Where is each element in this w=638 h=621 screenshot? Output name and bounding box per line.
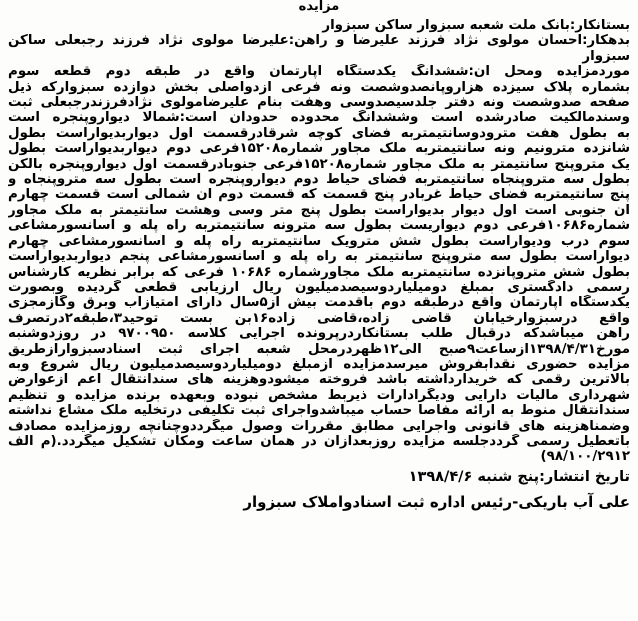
body-line: دیواراست بطول سه متروپنج سانتیمتر به راه پله و آسانسورمشاعی پنجم دیواربدیواراست	[8, 249, 630, 265]
body-line: صفحه صدوشصت ونه دفتر جلدسیصدوسی وهفت بنام علیرضامولوی نژادفرزندرجبعلی ثبت	[8, 95, 630, 111]
reference-number: ۹۸/۱۰۰/۲۹۱۲)	[540, 449, 630, 465]
debtor-line: بدهکار:احسان مولوی نژاد فرزند علیرضا و راهن:علیرضا مولوی نژاد فرزند رجبعلی ساکن	[8, 33, 630, 49]
body-line: یکدستگاه آپارتمان واقع درطبقه دوم باقدمت بیش از۵سال دارای امتیازآب وبرق وگازمجزی	[8, 295, 630, 311]
body-line: موردمزایده ومحل آن:ششدانگ یکدستگاه آپارتمان واقع در طبقه دوم قطعه سوم	[8, 64, 630, 80]
body-line: مزایده حضوری نقدابفروش میرسدمزایده ازمبلغ دومیلیاردوسیصدمیلیون ریال شروع وبه	[8, 356, 630, 372]
body-line: رسمی دادگستری بمبلغ دومیلیاردوسیصدمیلیون ریال ارزیابی قطعی گردیده وبصورت	[8, 279, 630, 295]
body-line: شهرداری مالیات دارایی ودیگرادارات ذیربط مشخص نبوده وبعهده برنده مزایده و تنظیم	[8, 387, 630, 403]
body-line: مورخ۱۳۹۸/۴/۳۱ازساعت۹صبح الی۱۲ظهردرمحل شعبه اجرای ثبت اسنادسبزوارازطریق	[8, 341, 630, 357]
notice-title: مزایده	[298, 0, 340, 14]
body-line: وضمناهزینه های قانونی واجرایی مطابق مقررات وصول میگرددوچنانچه روزمزایده مصادف	[8, 418, 630, 434]
debtor-city-line: سبزوار	[582, 48, 630, 64]
body-line: بالاترین رقمی که خریدارداشته باشد فروخته میشودوهزینه های سندانتقال اعم ازعوارض	[8, 372, 630, 388]
body-line: سوم درب ودیواراست بطول شش مترویک سانتیمتربه راه پله و آسانسورمشاعی چهارم	[8, 233, 630, 249]
body-line: وسندمالکیت صادرشده است وششدانگ محدوده حدودآن است:شمالا دیواروپنجره است	[8, 110, 630, 126]
body-line: شانزده مترونیم ونه سانتیمتربه ملک مجاور شماره۱۵۲۰۸فرعی دوم دیواربدیواراست بطول	[8, 141, 630, 157]
notice-body	[8, 64, 630, 465]
body-line: شماره۱۰۶۸۶فرعی دوم دیواریست بطول سه مترونه سانتیمتربه راه پله و آسانسورمشاعی	[8, 218, 630, 234]
body-line: باتعطیل رسمی گرددجلسه مزایده روزبعدازآن در همان ساعت ومکان تشکیل میگردد.(م الف	[8, 433, 630, 449]
body-line: بشماره پلاک سیزده هزاروپانصدوشصت ونه فرعی ازدواصلی بخش دوازده سبزوارکه ذیل	[8, 79, 630, 95]
body-line: آن جنوبی است اول دیوار بدیواراست بطول پنج متر وسی وهشت سانتیمتر به ملک مجاور	[8, 202, 630, 218]
publish-date: تاریخ انتشار:پنج شنبه ۱۳۹۸/۴/۶	[408, 468, 630, 485]
body-line: بطول شش متروپانزده سانتیمتربه ملک مجاورشماره ۱۰۶۸۶ فرعی که برابر نظریه کارشناس	[8, 264, 630, 280]
body-line: پنج سانتیمتربه فضای حیاط غربادر پنج قسمت که قسمت دوم آن شمالی است قسمت چهارم	[8, 187, 630, 203]
body-line: سندانتقال منوط به ارائه مفاصا حساب میباشدواجرای ثبت تکلیفی درتخلیه ملک مشاع نداشته	[8, 403, 630, 419]
body-line: بطول سه متروپنجاه سانتیمتربه فضای حیاط دوم دیواروپنجره است بطول سه متروپنجاه و	[8, 172, 630, 188]
body-line: یک متروپنج سانتیمتر به ملک مجاور شماره۱۵۲۰۸فرعی جنوبادرقسمت اول دیواروپنجره بالکن	[8, 156, 630, 172]
body-line: واقع درسبزوارخیابان قاضی زاده،قاضی زاده۱۶بن بست توحید۳،طبقه۲درتصرف	[8, 310, 630, 326]
signature: علی آب باریکی-رئیس اداره ثبت اسنادواملاک سبزوار	[243, 492, 630, 511]
body-line: راهن میباشدکه درقبال طلب بستانکاردرپرونده اجرایی کلاسه ۹۷۰۰۹۵۰ در روزدوشنبه	[8, 326, 630, 342]
header-section	[8, 18, 630, 64]
body-line: به بطول هفت مترودوسانتیمتربه فضای کوچه شرقادرقسمت اول دیواربدیواراست بطول	[8, 125, 630, 141]
creditor-line: بستانکار:بانک ملت شعبه سبزوار ساکن سبزوار	[322, 18, 630, 33]
